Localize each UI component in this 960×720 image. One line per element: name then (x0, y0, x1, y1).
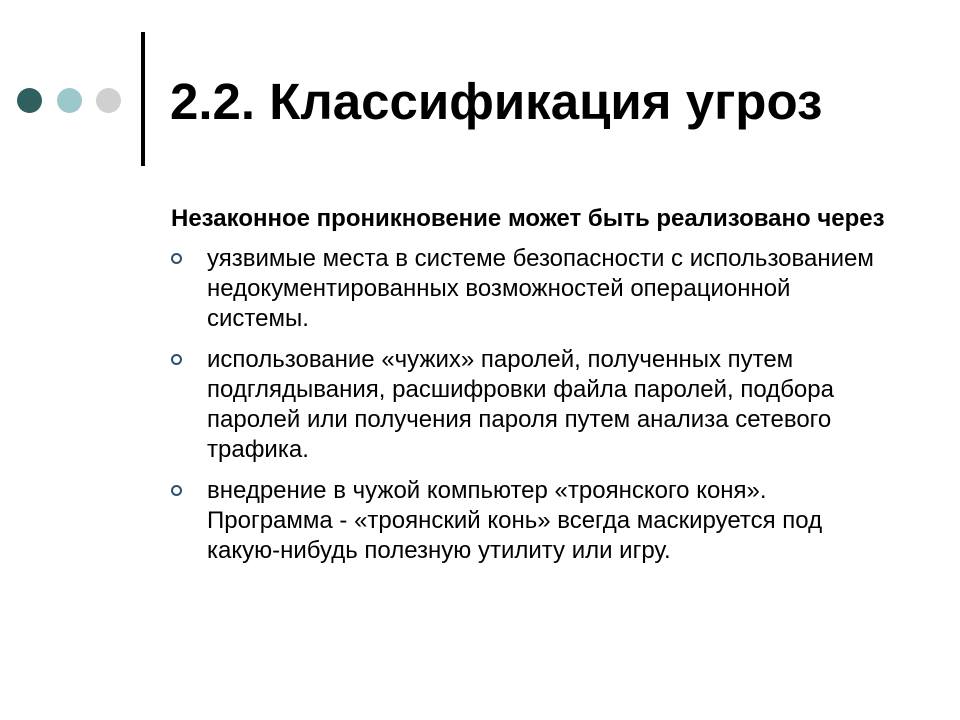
bullet-item (171, 345, 891, 465)
decorative-dot-light (57, 88, 82, 113)
title-divider (141, 32, 145, 166)
decorative-dot-dark (17, 88, 42, 113)
decorative-dot-grey (96, 88, 121, 113)
ring-bullet-icon (171, 485, 182, 496)
bullet-item (171, 244, 891, 334)
bullet-text: внедрение в чужой компьютер «троянского коня». Программа - «троянский конь» всегда маскируется под какую-нибудь полезную утилиту или игру. (207, 477, 823, 564)
ring-bullet-icon (171, 253, 182, 264)
intro-text: Незаконное проникновение может быть реализовано через (171, 205, 885, 232)
bullet-item (171, 476, 891, 566)
slide-title: 2.2. Классификация угроз (170, 73, 823, 130)
bullet-text: использование «чужих» паролей, полученных путем подглядывания, расшифровки файла паролей, подбора паролей или получения пароля путем анализа сетевого трафика. (207, 346, 834, 463)
slide-body (171, 204, 891, 577)
bullet-list (171, 244, 891, 566)
bullet-text: уязвимые места в системе безопасности с использованием недокументированных возможностей операционной системы. (207, 245, 874, 332)
ring-bullet-icon (171, 354, 182, 365)
